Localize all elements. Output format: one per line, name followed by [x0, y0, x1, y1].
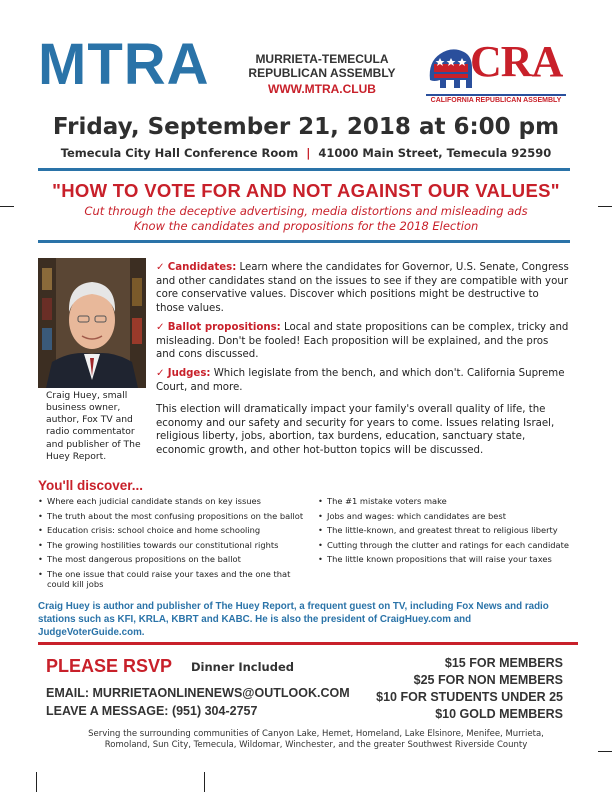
list-item: • The truth about the most confusing propositions on the ballot	[38, 511, 320, 521]
divider	[38, 642, 578, 645]
crop-mark	[598, 751, 612, 752]
topic-lead: Ballot propositions:	[167, 322, 281, 333]
event-address: 41000 Main Street, Temecula 92590	[318, 146, 552, 160]
topic-judges	[156, 367, 570, 394]
crop-mark	[36, 772, 37, 792]
list-item: • Cutting through the clutter and ratings for each candidate	[318, 540, 580, 550]
discover-list-right	[318, 496, 580, 569]
website-link[interactable]: WWW.MTRA.CLUB	[268, 81, 376, 96]
price-members: $15 FOR MEMBERS	[444, 656, 563, 670]
checkmark-icon: ✓	[156, 368, 165, 379]
topic-text: Which legislate from the bench, and which don't. California Supreme Court, and more.	[156, 368, 565, 393]
list-item: • Where each judicial candidate stands on key issues	[38, 496, 320, 506]
list-item: • Jobs and wages: which candidates are best	[318, 511, 580, 521]
topic-propositions	[156, 321, 570, 362]
list-item: • Education crisis: school choice and home schooling	[38, 525, 320, 535]
list-item: • The growing hostilities towards our constitutional rights	[38, 540, 320, 550]
rsvp-phone[interactable]: LEAVE A MESSAGE: (951) 304-2757	[46, 704, 258, 718]
mtra-logo: MTRA	[38, 32, 210, 97]
org-name-line1: MURRIETA-TEMECULA	[255, 52, 389, 66]
cra-subtitle: CALIFORNIA REPUBLICAN ASSEMBLY	[426, 94, 566, 105]
price-non-members: $25 FOR NON MEMBERS	[413, 672, 563, 687]
headline-title: "HOW TO VOTE FOR AND NOT AGAINST OUR VALUES"	[52, 180, 560, 201]
price-students: $10 FOR STUDENTS UNDER 25	[376, 689, 563, 704]
event-location	[0, 146, 612, 160]
rsvp-title: PLEASE RSVP	[46, 656, 173, 676]
speaker-bio: Craig Huey is author and publisher of The Huey Report, a frequent guest on TV, including Fox News and radio stations such as KFI, KRLA, KBRT and KABC. He is also the president of CraigHuey.com and JudgeVoterGuide.com.	[38, 601, 549, 639]
org-name-line2: REPUBLICAN ASSEMBLY	[248, 66, 396, 81]
topic-lead: Candidates:	[167, 262, 237, 273]
list-item: • The one issue that could raise your taxes and the one that could kill jobs	[38, 569, 308, 590]
headline-subtitle-1: Cut through the deceptive advertising, media distortions and misleading ads	[84, 204, 528, 218]
discover-title: You'll discover...	[38, 478, 143, 493]
crop-mark	[204, 772, 205, 792]
headline-subtitle-2: Know the candidates and propositions for the 2018 Election	[133, 219, 479, 233]
checkmark-icon: ✓	[156, 262, 165, 273]
speaker-photo	[38, 258, 146, 388]
location-separator: |	[306, 146, 311, 160]
topic-lead: Judges:	[167, 368, 211, 379]
list-item: • The #1 mistake voters make	[318, 496, 580, 506]
list-item: • The little known propositions that will raise your taxes	[318, 554, 580, 564]
cra-logo-text: CRA	[470, 37, 563, 86]
price-gold-members: $10 GOLD MEMBERS	[435, 706, 563, 721]
serving-line-2: Romoland, Sun City, Temecula, Wildomar, Winchester, and the greater Southwest Riverside County	[104, 740, 528, 751]
topic-text: Learn where the candidates for Governor, U.S. Senate, Congress and other candidates stand on the issues to see if they are compatible with your core conservative values. Discover which positions might be destructive to those values.	[156, 262, 569, 314]
serving-line-1: Serving the surrounding communities of Canyon Lake, Hemet, Homeland, Lake Elsinore, Menifee, Murrieta,	[88, 729, 544, 739]
topic-text: Local and state propositions can be complex, tricky and misleading. Don't be fooled! Each proposition will be explained, and the pros and cons discussed.	[156, 322, 569, 361]
serving-communities	[46, 729, 586, 752]
impact-paragraph: This election will dramatically impact your family's overall quality of life, the economy and our safety and security for years to come. Issues relating Israel, religious liberty, jobs, abortion, tax burdens, education, sanctuary state, economic growth, and other hot-button topics will be discussed.	[156, 404, 555, 456]
checkmark-icon: ✓	[156, 322, 165, 333]
rsvp-email[interactable]: EMAIL: MURRIETAONLINENEWS@OUTLOOK.COM	[46, 686, 350, 700]
org-name-block	[238, 52, 406, 96]
topic-candidates	[156, 261, 570, 315]
event-venue: Temecula City Hall Conference Room	[60, 146, 299, 160]
event-date-time: Friday, September 21, 2018 at 6:00 pm	[52, 114, 560, 140]
dinner-included: Dinner Included	[191, 660, 295, 674]
list-item: • The little-known, and greatest threat to religious liberty	[318, 525, 580, 535]
discover-list-left	[38, 496, 320, 594]
list-item: • The most dangerous propositions on the ballot	[38, 554, 320, 564]
divider	[38, 240, 570, 243]
price-list	[376, 655, 563, 723]
divider	[38, 168, 570, 171]
speaker-caption: Craig Huey, small business owner, author, Fox TV and radio commentator and publisher of The Huey Report.	[46, 390, 141, 462]
